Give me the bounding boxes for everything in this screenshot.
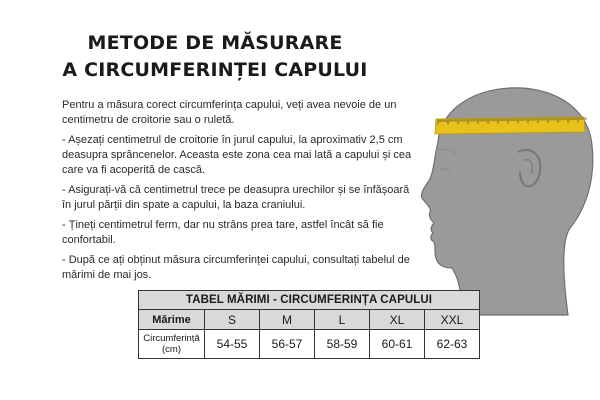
size-l: L: [315, 310, 370, 330]
instruction-step-1: - Așezați centimetrul de croitorie în jurul capului, la aproximativ 2,5 cm deasupra sprâncenelor. Aceasta este zona cea mai lată a capului și cea care va fi acoperită de cască.: [62, 134, 412, 176]
instruction-step-4: - După ce ați obținut măsura circumferinței capului, consultați tabelul de mărimi de mai jos.: [62, 254, 410, 281]
title-line-2: A CIRCUMFERINȚEI CAPULUI: [62, 59, 368, 81]
head-profile-with-measuring-tape-icon: [400, 70, 600, 320]
size-m: M: [260, 310, 315, 330]
range-s: 54-55: [205, 330, 260, 359]
size-s: S: [205, 310, 260, 330]
instruction-step-2: - Asigurați-vă că centimetrul trece pe deasupra urechilor și se înfășoară în jurul părții din spate a capului, la baza craniului.: [62, 184, 410, 211]
instructions: [62, 98, 420, 288]
page-title: [0, 30, 430, 84]
size-table: [138, 290, 480, 359]
range-xl: 60-61: [370, 330, 425, 359]
size-xxl: XXL: [425, 310, 480, 330]
range-xxl: 62-63: [425, 330, 480, 359]
size-xl: XL: [370, 310, 425, 330]
range-m: 56-57: [260, 330, 315, 359]
instruction-intro: Pentru a măsura corect circumferința capului, veți avea nevoie de un centimetru de croitorie sau o ruletă.: [62, 99, 397, 126]
size-row: [139, 310, 480, 330]
size-label: Mărime: [139, 310, 205, 330]
circumference-row: [139, 330, 480, 359]
range-l: 58-59: [315, 330, 370, 359]
circumference-label: Circumferință (cm): [139, 330, 205, 359]
instruction-step-3: - Țineți centimetrul ferm, dar nu strâns prea tare, astfel încât să fie confortabil.: [62, 219, 384, 246]
title-line-1: METODE DE MĂSURARE: [87, 32, 343, 54]
measuring-tape: [435, 117, 586, 134]
size-table-title: TABEL MĂRIMI - CIRCUMFERINȚA CAPULUI: [139, 291, 480, 310]
